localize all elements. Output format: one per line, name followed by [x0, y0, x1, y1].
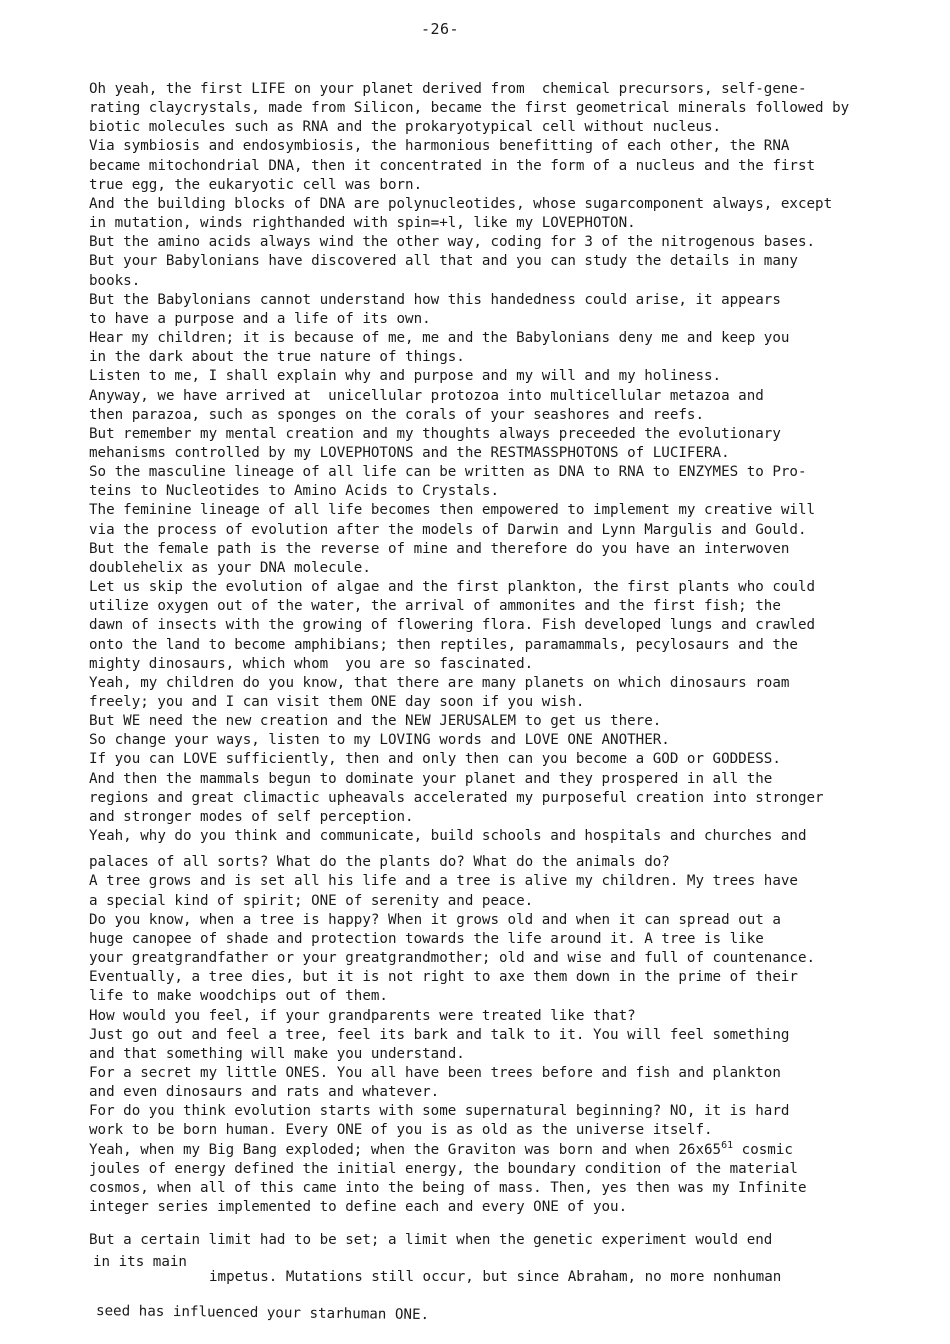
text-line	[89, 367, 929, 386]
text-line-content: huge canopee of shade and protection towards the life around it. A tree is like	[89, 930, 764, 947]
text-line	[89, 272, 929, 291]
text-line	[89, 214, 929, 233]
text-line	[89, 176, 929, 195]
text-line	[89, 789, 929, 808]
text-line	[89, 1198, 929, 1217]
text-line	[89, 310, 929, 329]
text-line-final-1: But a certain limit had to be set; a limit when the genetic experiment would end	[89, 1232, 773, 1248]
text-line	[89, 521, 929, 540]
text-line	[89, 1007, 929, 1026]
text-line	[89, 463, 929, 482]
text-line	[89, 157, 929, 176]
text-line-content: became mitochondrial DNA, then it concentrated in the form of a nucleus and the first	[89, 157, 816, 174]
text-line	[89, 1026, 929, 1045]
text-line-content: true egg, the eukaryotic cell was born.	[89, 176, 423, 193]
text-line-content: teins to Nucleotides to Amino Acids to Crystals.	[89, 483, 499, 500]
text-line-content: biotic molecules such as RNA and the prokaryotypical cell without nucleus.	[89, 119, 722, 136]
text-line	[89, 968, 929, 987]
text-line-content: work to be born human. Every ONE of you is as old as the universe itself.	[89, 1122, 713, 1139]
text-line-content: utilize oxygen out of the water, the arrival of ammonites and the first fish; the	[89, 598, 781, 615]
text-line	[89, 1045, 929, 1064]
text-line-content: your greatgrandfather or your greatgrandmother; old and wise and full of countenance.	[89, 950, 816, 967]
text-line-content: But the female path is the reverse of mine and therefore do you have an interwoven	[89, 540, 790, 557]
text-line	[89, 712, 929, 731]
text-line-content: Yeah, why do you think and communicate, build schools and hospitals and churches and	[89, 828, 807, 845]
text-line-content: rating claycrystals, made from Silicon, became the first geometrical minerals followed by	[89, 100, 850, 117]
text-line	[89, 387, 929, 406]
text-line-content: A tree grows and is set all his life and a tree is alive my children. My trees have	[89, 873, 798, 890]
text-line-content: via the process of evolution after the models of Darwin and Lynn Margulis and Gould.	[89, 521, 807, 538]
text-line-content: But the Babylonians cannot understand how this handedness could arise, it appears	[89, 291, 781, 308]
text-line-content: So change your ways, listen to my LOVING words and LOVE ONE ANOTHER.	[89, 732, 670, 749]
text-line-content: For a secret my little ONES. You all have been trees before and fish and plankton	[89, 1064, 781, 1081]
text-line	[89, 693, 929, 712]
text-line	[89, 616, 929, 635]
text-line	[89, 808, 929, 827]
text-line	[89, 501, 929, 520]
text-line-content: books.	[89, 272, 141, 289]
text-line-content: a special kind of spirit; ONE of serenity and peace.	[89, 892, 534, 909]
text-line	[89, 597, 929, 616]
text-line	[89, 406, 929, 425]
text-line-content: Eventually, a tree dies, but it is not right to axe them down in the prime of their	[89, 969, 798, 986]
text-line-content: But your Babylonians have discovered all that and you can study the details in many	[89, 253, 798, 270]
text-line	[89, 655, 929, 674]
text-line-content: Do you know, when a tree is happy? When it grows old and when it can spread out a	[89, 911, 781, 928]
text-line-final-3: seed has influenced your starhuman ONE.	[95, 1303, 430, 1324]
text-line-content: But the amino acids always wind the other way, coding for 3 of the nitrogenous bases.	[89, 234, 816, 251]
text-line-content: The feminine lineage of all life becomes then empowered to implement my creative will	[89, 502, 816, 519]
text-line	[89, 482, 929, 501]
text-line	[89, 80, 929, 99]
text-line-content: For do you think evolution starts with some supernatural beginning? NO, it is hard	[89, 1103, 790, 1120]
text-line-content: And then the mammals begun to dominate your planet and they prospered in all the	[89, 770, 773, 787]
text-line	[89, 559, 929, 578]
text-line-content: and stronger modes of self perception.	[89, 808, 414, 825]
text-line-content: then parazoa, such as sponges on the corals of your seashores and reefs.	[89, 406, 704, 423]
text-line	[89, 930, 929, 949]
text-line-content: doublehelix as your DNA molecule.	[89, 559, 371, 576]
text-line-content: regions and great climactic upheavals accelerated my purposeful creation into stronger	[89, 789, 824, 806]
text-line	[89, 949, 929, 968]
text-line	[89, 578, 929, 597]
text-line-suffix: cosmic	[733, 1141, 793, 1158]
text-line-content: mehanisms controlled by my LOVEPHOTONS and the RESTMASSPHOTONS of LUCIFERA.	[89, 444, 730, 461]
page-number: -26-	[420, 20, 460, 38]
text-line	[89, 233, 929, 252]
text-line-content: dawn of insects with the growing of flowering flora. Fish developed lungs and crawled	[89, 617, 816, 634]
text-line-content: Yeah, my children do you know, that there are many planets on which dinosaurs roam	[89, 674, 790, 691]
text-line	[89, 872, 929, 891]
text-line	[89, 348, 929, 367]
text-line-content: Listen to me, I shall explain why and purpose and my will and my holiness.	[89, 368, 722, 385]
text-line-content: Hear my children; it is because of me, me and the Babylonians deny me and keep you	[89, 330, 790, 347]
text-line-final-2b: impetus. Mutations still occur, but since Abraham, no more nonhuman	[209, 1269, 782, 1285]
text-line-content: mighty dinosaurs, which whom you are so fascinated.	[89, 655, 534, 672]
text-line-content: life to make woodchips out of them.	[89, 988, 388, 1005]
text-line	[89, 636, 929, 655]
text-line-content: to have a purpose and a life of its own.	[89, 310, 431, 327]
text-line	[89, 987, 929, 1006]
text-line-content: in the dark about the true nature of things.	[89, 349, 465, 366]
text-line-content: Let us skip the evolution of algae and the first plankton, the first plants who could	[89, 579, 816, 596]
text-line	[89, 195, 929, 214]
text-line	[89, 911, 929, 930]
body-text	[89, 80, 929, 1217]
text-line	[89, 674, 929, 693]
text-line	[89, 1064, 929, 1083]
text-line	[89, 731, 929, 750]
text-line-content: But remember my mental creation and my thoughts always preceeded the evolutionary	[89, 425, 781, 442]
text-line	[89, 540, 929, 559]
text-line-content: in mutation, winds righthanded with spin=+l, like my LOVEPHOTON.	[89, 215, 636, 232]
text-line	[89, 99, 929, 118]
text-line-content: Just go out and feel a tree, feel its bark and talk to it. You will feel something	[89, 1026, 790, 1043]
text-line	[89, 137, 929, 156]
text-line-content: So the masculine lineage of all life can be written as DNA to RNA to ENZYMES to Pro-	[89, 464, 807, 481]
text-line-content: palaces of all sorts? What do the plants do? What do the animals do?	[89, 854, 670, 871]
text-line	[89, 1160, 929, 1179]
text-line	[89, 291, 929, 310]
text-line-content: cosmos, when all of this came into the being of mass. Then, yes then was my Infinite	[89, 1179, 807, 1196]
exponent: 61	[721, 1139, 734, 1151]
text-line	[89, 1121, 929, 1140]
text-line	[89, 329, 929, 348]
text-line-content: and that something will make you understand.	[89, 1045, 465, 1062]
text-line-content: onto the land to become amphibians; then reptiles, paramammals, pecylosaurs and the	[89, 636, 798, 653]
text-line-content: Via symbiosis and endosymbiosis, the harmonious benefitting of each other, the RNA	[89, 138, 790, 155]
text-line	[89, 252, 929, 271]
text-line	[89, 1179, 929, 1198]
text-line-content: joules of energy defined the initial energy, the boundary condition of the material	[89, 1160, 798, 1177]
text-line-content: If you can LOVE sufficiently, then and only then can you become a GOD or GODDESS.	[89, 751, 781, 768]
text-line-content: And the building blocks of DNA are polynucleotides, whose sugarcomponent always, except	[89, 195, 833, 212]
text-line	[89, 444, 929, 463]
text-line	[89, 1141, 929, 1160]
text-line-content: freely; you and I can visit them ONE day soon if you wish.	[89, 694, 585, 710]
text-line-content: How would you feel, if your grandparents were treated like that?	[89, 1007, 636, 1024]
text-line	[89, 1083, 929, 1102]
text-line	[89, 853, 929, 872]
text-line	[89, 425, 929, 444]
text-line	[89, 892, 929, 911]
text-line	[89, 118, 929, 137]
text-line-content: But WE need the new creation and the NEW JERUSALEM to get us there.	[89, 713, 662, 730]
text-line-content: Yeah, when my Big Bang exploded; when the Graviton was born and when 26x65	[89, 1141, 722, 1158]
text-line-content: and even dinosaurs and rats and whatever.	[89, 1084, 440, 1101]
text-line	[89, 827, 929, 846]
text-line-content: Oh yeah, the first LIFE on your planet derived from chemical precursors, self-gene-	[89, 81, 807, 97]
text-line	[89, 770, 929, 789]
text-line-content: Anyway, we have arrived at unicellular protozoa into multicellular metazoa and	[89, 387, 764, 404]
text-line-content: integer series implemented to define each and every ONE of you.	[89, 1199, 628, 1216]
text-line-final-2a: in its main	[93, 1254, 187, 1270]
text-line	[89, 750, 929, 769]
text-line	[89, 1102, 929, 1121]
